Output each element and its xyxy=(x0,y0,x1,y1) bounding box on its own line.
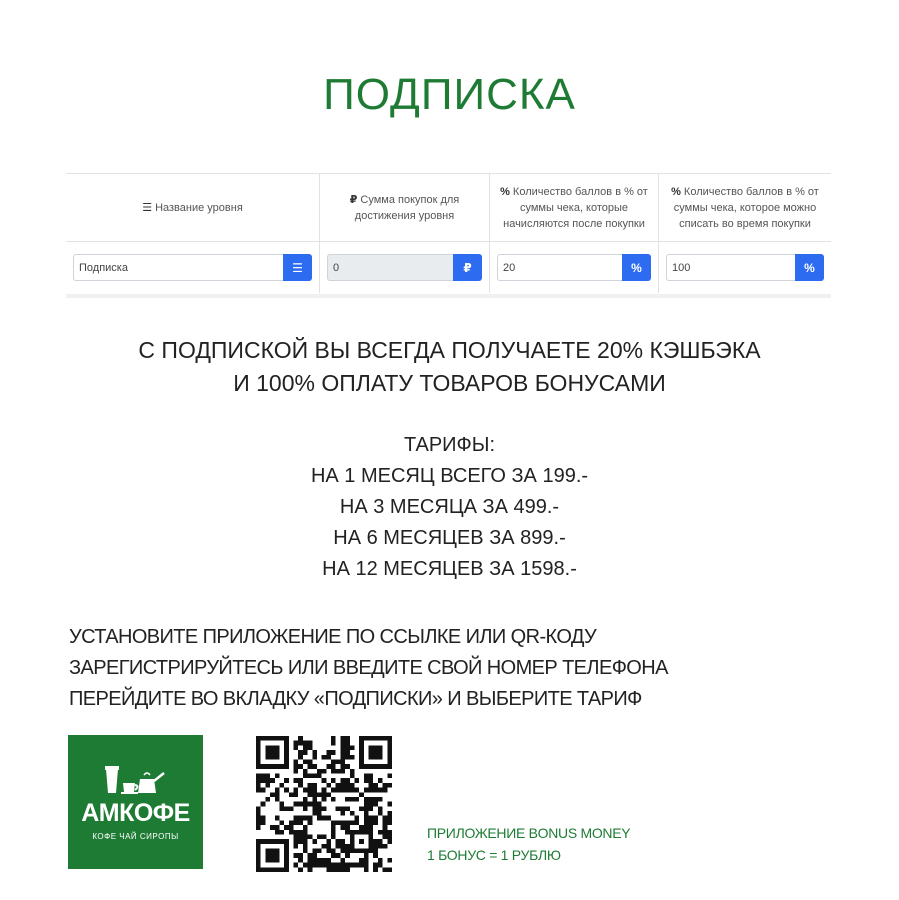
spend-percent-input-group xyxy=(666,254,824,281)
table-row xyxy=(66,242,831,293)
header-purchase-sum: ₽ Сумма покупок для достижения уровня xyxy=(320,174,490,241)
table-header-row xyxy=(66,174,831,242)
ruble-button[interactable]: ₽ xyxy=(453,254,482,281)
earn-percent-button[interactable]: % xyxy=(622,254,651,281)
tariff-item: НА 3 МЕСЯЦА ЗА 499.- xyxy=(339,496,560,518)
earn-percent-input-group xyxy=(497,254,651,281)
percent-icon: % xyxy=(500,185,510,198)
spend-percent-button[interactable]: % xyxy=(795,254,824,281)
tariff-item: НА 12 МЕСЯЦЕВ ЗА 1598.- xyxy=(322,558,577,580)
instruction-step: ПЕРЕЙДИТЕ ВО ВКЛАДКУ «ПОДПИСКИ» И ВЫБЕРИТЕ ТАРИФ xyxy=(69,688,642,710)
bonus-rate: 1 БОНУС = 1 РУБЛЮ xyxy=(427,847,561,863)
amkofe-logo xyxy=(68,735,203,869)
logo-wordmark: АМКОФЕ xyxy=(81,799,190,827)
level-name-input-group xyxy=(73,254,312,281)
qr-code[interactable] xyxy=(256,736,392,872)
percent-icon: % xyxy=(671,185,681,198)
tariffs-list xyxy=(0,430,899,585)
list-icon: ☰ xyxy=(142,201,153,214)
level-name-list-button[interactable]: ☰ xyxy=(283,254,312,281)
cashback-description xyxy=(0,334,899,400)
page-title: ПОДПИСКА xyxy=(323,70,576,119)
header-earn-percent: % Количество баллов в % от суммы чека, которые начисляются после покупки xyxy=(490,174,659,241)
levels-table xyxy=(66,173,831,298)
earn-percent-input[interactable]: 20 xyxy=(497,254,622,281)
app-name: ПРИЛОЖЕНИЕ BONUS MONEY xyxy=(427,825,631,841)
lead-line: И 100% ОПЛАТУ ТОВАРОВ БОНУСАМИ xyxy=(233,370,666,396)
lead-line: С ПОДПИСКОЙ ВЫ ВСЕГДА ПОЛУЧАЕТЕ 20% КЭШБЭКА xyxy=(138,337,761,363)
logo-tagline: КОФЕ ЧАЙ СИРОПЫ xyxy=(92,832,179,841)
instruction-step: УСТАНОВИТЕ ПРИЛОЖЕНИЕ ПО ССЫЛКЕ ИЛИ QR-КОДУ xyxy=(69,626,597,648)
purchase-sum-input-group xyxy=(327,254,482,281)
ruble-icon: ₽ xyxy=(349,193,358,206)
spend-percent-input[interactable]: 100 xyxy=(666,254,795,281)
header-level-name: ☰ Название уровня xyxy=(66,174,320,241)
tariff-item: НА 1 МЕСЯЦ ВСЕГО ЗА 199.- xyxy=(310,465,589,487)
instructions xyxy=(69,622,668,715)
instruction-step: ЗАРЕГИСТРИРУЙТЕСЬ ИЛИ ВВЕДИТЕ СВОЙ НОМЕР ТЕЛЕФОНА xyxy=(69,657,668,679)
purchase-sum-input[interactable]: 0 xyxy=(327,254,453,281)
app-info xyxy=(427,822,630,866)
tariffs-heading: ТАРИФЫ: xyxy=(403,434,496,456)
tariff-item: НА 6 МЕСЯЦЕВ ЗА 899.- xyxy=(333,527,566,549)
header-spend-percent: % Количество баллов в % от суммы чека, которое можно списать во время покупки xyxy=(671,185,819,230)
level-name-input[interactable]: Подписка xyxy=(73,254,283,281)
